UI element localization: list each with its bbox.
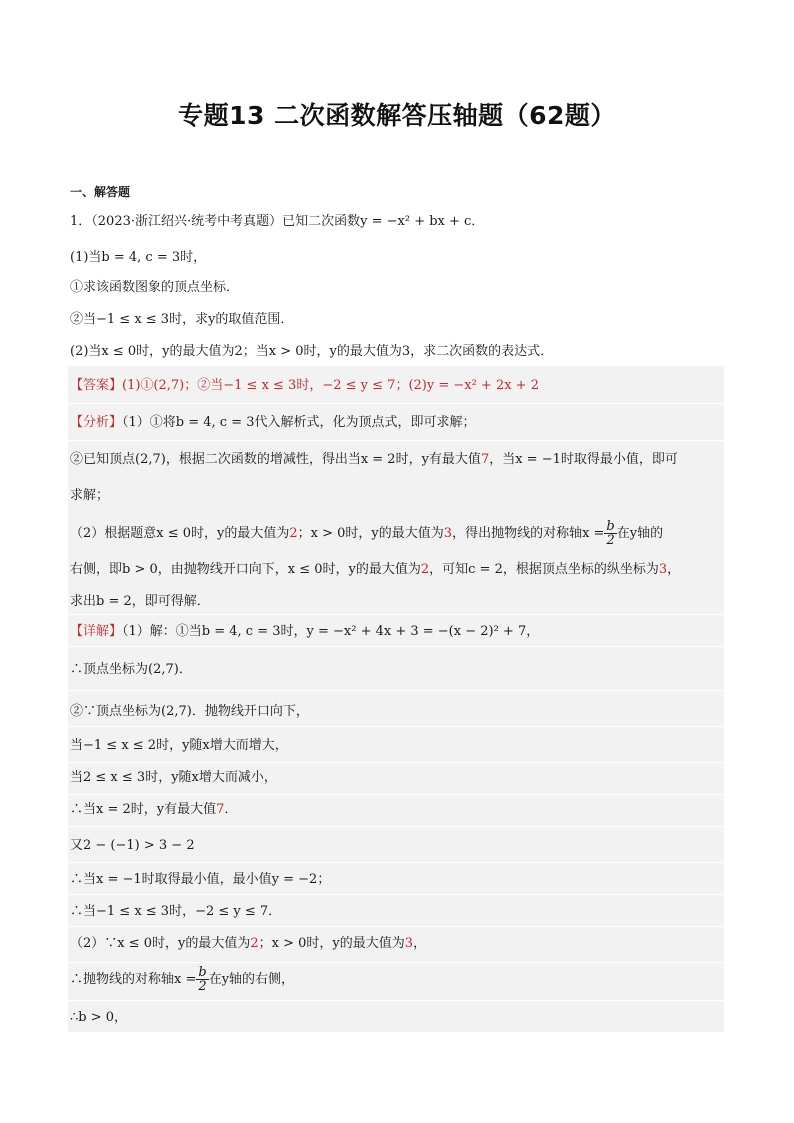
- analysis-text: （2）根据题意x ≤ 0时，y的最大值为: [70, 526, 290, 541]
- section-heading: 一、解答题: [70, 185, 131, 199]
- detail-text: ，: [413, 936, 427, 951]
- solution-divider: [68, 1000, 724, 1001]
- analysis-text: 右侧，即b > 0，由抛物线开口向下，x ≤ 0时，y的最大值为: [70, 562, 421, 577]
- analysis-highlight: 2: [289, 526, 298, 541]
- detail-text: ∴抛物线的对称轴x =: [70, 972, 197, 987]
- detail-text: ．: [224, 802, 238, 817]
- detail-highlight: 7: [216, 802, 225, 817]
- detail-highlight: 2: [250, 936, 259, 951]
- solution-divider: [68, 726, 724, 727]
- answer-text-c: ；(2)y = −x² + 2x + 2: [395, 378, 539, 393]
- analysis-line-2: [70, 450, 724, 470]
- fraction-numerator: b: [198, 965, 207, 980]
- detail-line-1: [70, 622, 724, 642]
- detail-line-7: 又2 − (−1) > 3 − 2: [70, 838, 195, 853]
- analysis-text: ②已知顶点(2,7)，根据二次函数的增减性，得出当x = 2时，y有最大值: [70, 452, 481, 467]
- detail-text: （2）∵x ≤ 0时，y的最大值为: [70, 936, 251, 951]
- detail-line-3: ②∵顶点坐标为(2,7)．抛物线开口向下，: [70, 704, 309, 719]
- answer-tag: 【答案】: [70, 378, 123, 393]
- solution-divider: [68, 794, 724, 795]
- solution-divider: [68, 894, 724, 895]
- analysis-line-5: [70, 560, 724, 580]
- analysis-text: ，: [667, 562, 681, 577]
- question-part1: (1)当b = 4, c = 3时，: [70, 250, 207, 265]
- detail-text: （1）解：①当b = 4, c = 3时，y = −x² + 4x + 3 = −(x − 2)² + 7，: [122, 624, 540, 639]
- analysis-line-4: [70, 518, 724, 550]
- fraction-b-over-2: [196, 966, 208, 993]
- detail-line-4: 当−1 ≤ x ≤ 2时，y随x增大而增大，: [70, 738, 288, 753]
- answer-line: [70, 376, 724, 396]
- solution-divider: [68, 962, 724, 963]
- detail-line-12: ∴b > 0，: [70, 1010, 128, 1025]
- analysis-highlight: 3: [443, 526, 453, 541]
- solution-divider: [68, 762, 724, 763]
- question-part1a: ①求该函数图象的顶点坐标．: [70, 280, 240, 295]
- analysis-highlight: 3: [658, 562, 668, 577]
- solution-divider: [68, 862, 724, 863]
- detail-line-2: ∴顶点坐标为(2,7)．: [70, 662, 192, 677]
- analysis-text: 在y轴的: [616, 526, 664, 541]
- fraction-b-over-2: [604, 520, 616, 547]
- detail-highlight: 3: [404, 936, 414, 951]
- question-part2: (2)当x ≤ 0时，y的最大值为2；当x > 0时，y的最大值为3，求二次函数的表达式．: [70, 344, 554, 359]
- analysis-line-1: [70, 413, 724, 433]
- analysis-text: ，可知c = 2，根据顶点坐标的纵坐标为: [429, 562, 659, 577]
- detail-line-10: [70, 934, 724, 954]
- detail-line-6: [70, 800, 724, 820]
- detail-line-11: [70, 964, 724, 996]
- solution-divider: [68, 403, 724, 404]
- analysis-text: ，当x = −1时取得最小值，即可: [489, 452, 678, 467]
- fraction-denominator: 2: [198, 979, 207, 994]
- fraction-denominator: 2: [606, 533, 615, 548]
- analysis-line-3: 求解；: [70, 488, 110, 503]
- analysis-text: ，得出抛物线的对称轴x =: [452, 526, 605, 541]
- answer-text-a: (1)①(2,7)；②当−1 ≤ x ≤ 3时，: [122, 378, 323, 393]
- analysis-highlight: 2: [420, 562, 430, 577]
- solution-divider: [68, 826, 724, 827]
- question-stem: 1．（2023·浙江绍兴·统考中考真题）已知二次函数y = −x² + bx + c．: [70, 214, 485, 229]
- detail-text: ∴当x = 2时，y有最大值: [70, 802, 217, 817]
- answer-text-b: −2 ≤ y ≤ 7: [322, 378, 396, 393]
- solution-divider: [68, 690, 724, 691]
- solution-divider: [68, 646, 724, 647]
- detail-line-5: 当2 ≤ x ≤ 3时，y随x增大而减小，: [70, 770, 277, 785]
- detail-text: ；x > 0时，y的最大值为: [258, 936, 405, 951]
- detail-text: 在y轴的右侧，: [208, 972, 295, 987]
- analysis-text: ；x > 0时，y的最大值为: [297, 526, 444, 541]
- solution-divider: [68, 614, 724, 615]
- detail-line-9: ∴当−1 ≤ x ≤ 3时，−2 ≤ y ≤ 7．: [70, 904, 282, 919]
- question-part1b: ②当−1 ≤ x ≤ 3时，求y的取值范围．: [70, 312, 294, 327]
- detail-tag: 【详解】: [70, 624, 123, 639]
- solution-divider: [68, 926, 724, 927]
- analysis-tag: 【分析】: [70, 415, 123, 430]
- analysis-line-6: 求出b = 2，即可得解．: [70, 594, 210, 609]
- page-title: 专题13 二次函数解答压轴题（62题）: [178, 101, 616, 130]
- fraction-numerator: b: [606, 519, 615, 534]
- detail-line-8: ∴当x = −1时取得最小值，最小值y = −2；: [70, 872, 331, 887]
- solution-divider: [68, 440, 724, 441]
- analysis-highlight: 7: [480, 452, 490, 467]
- analysis-text: （1）①将b = 4, c = 3代入解析式，化为顶点式，即可求解；: [122, 415, 476, 430]
